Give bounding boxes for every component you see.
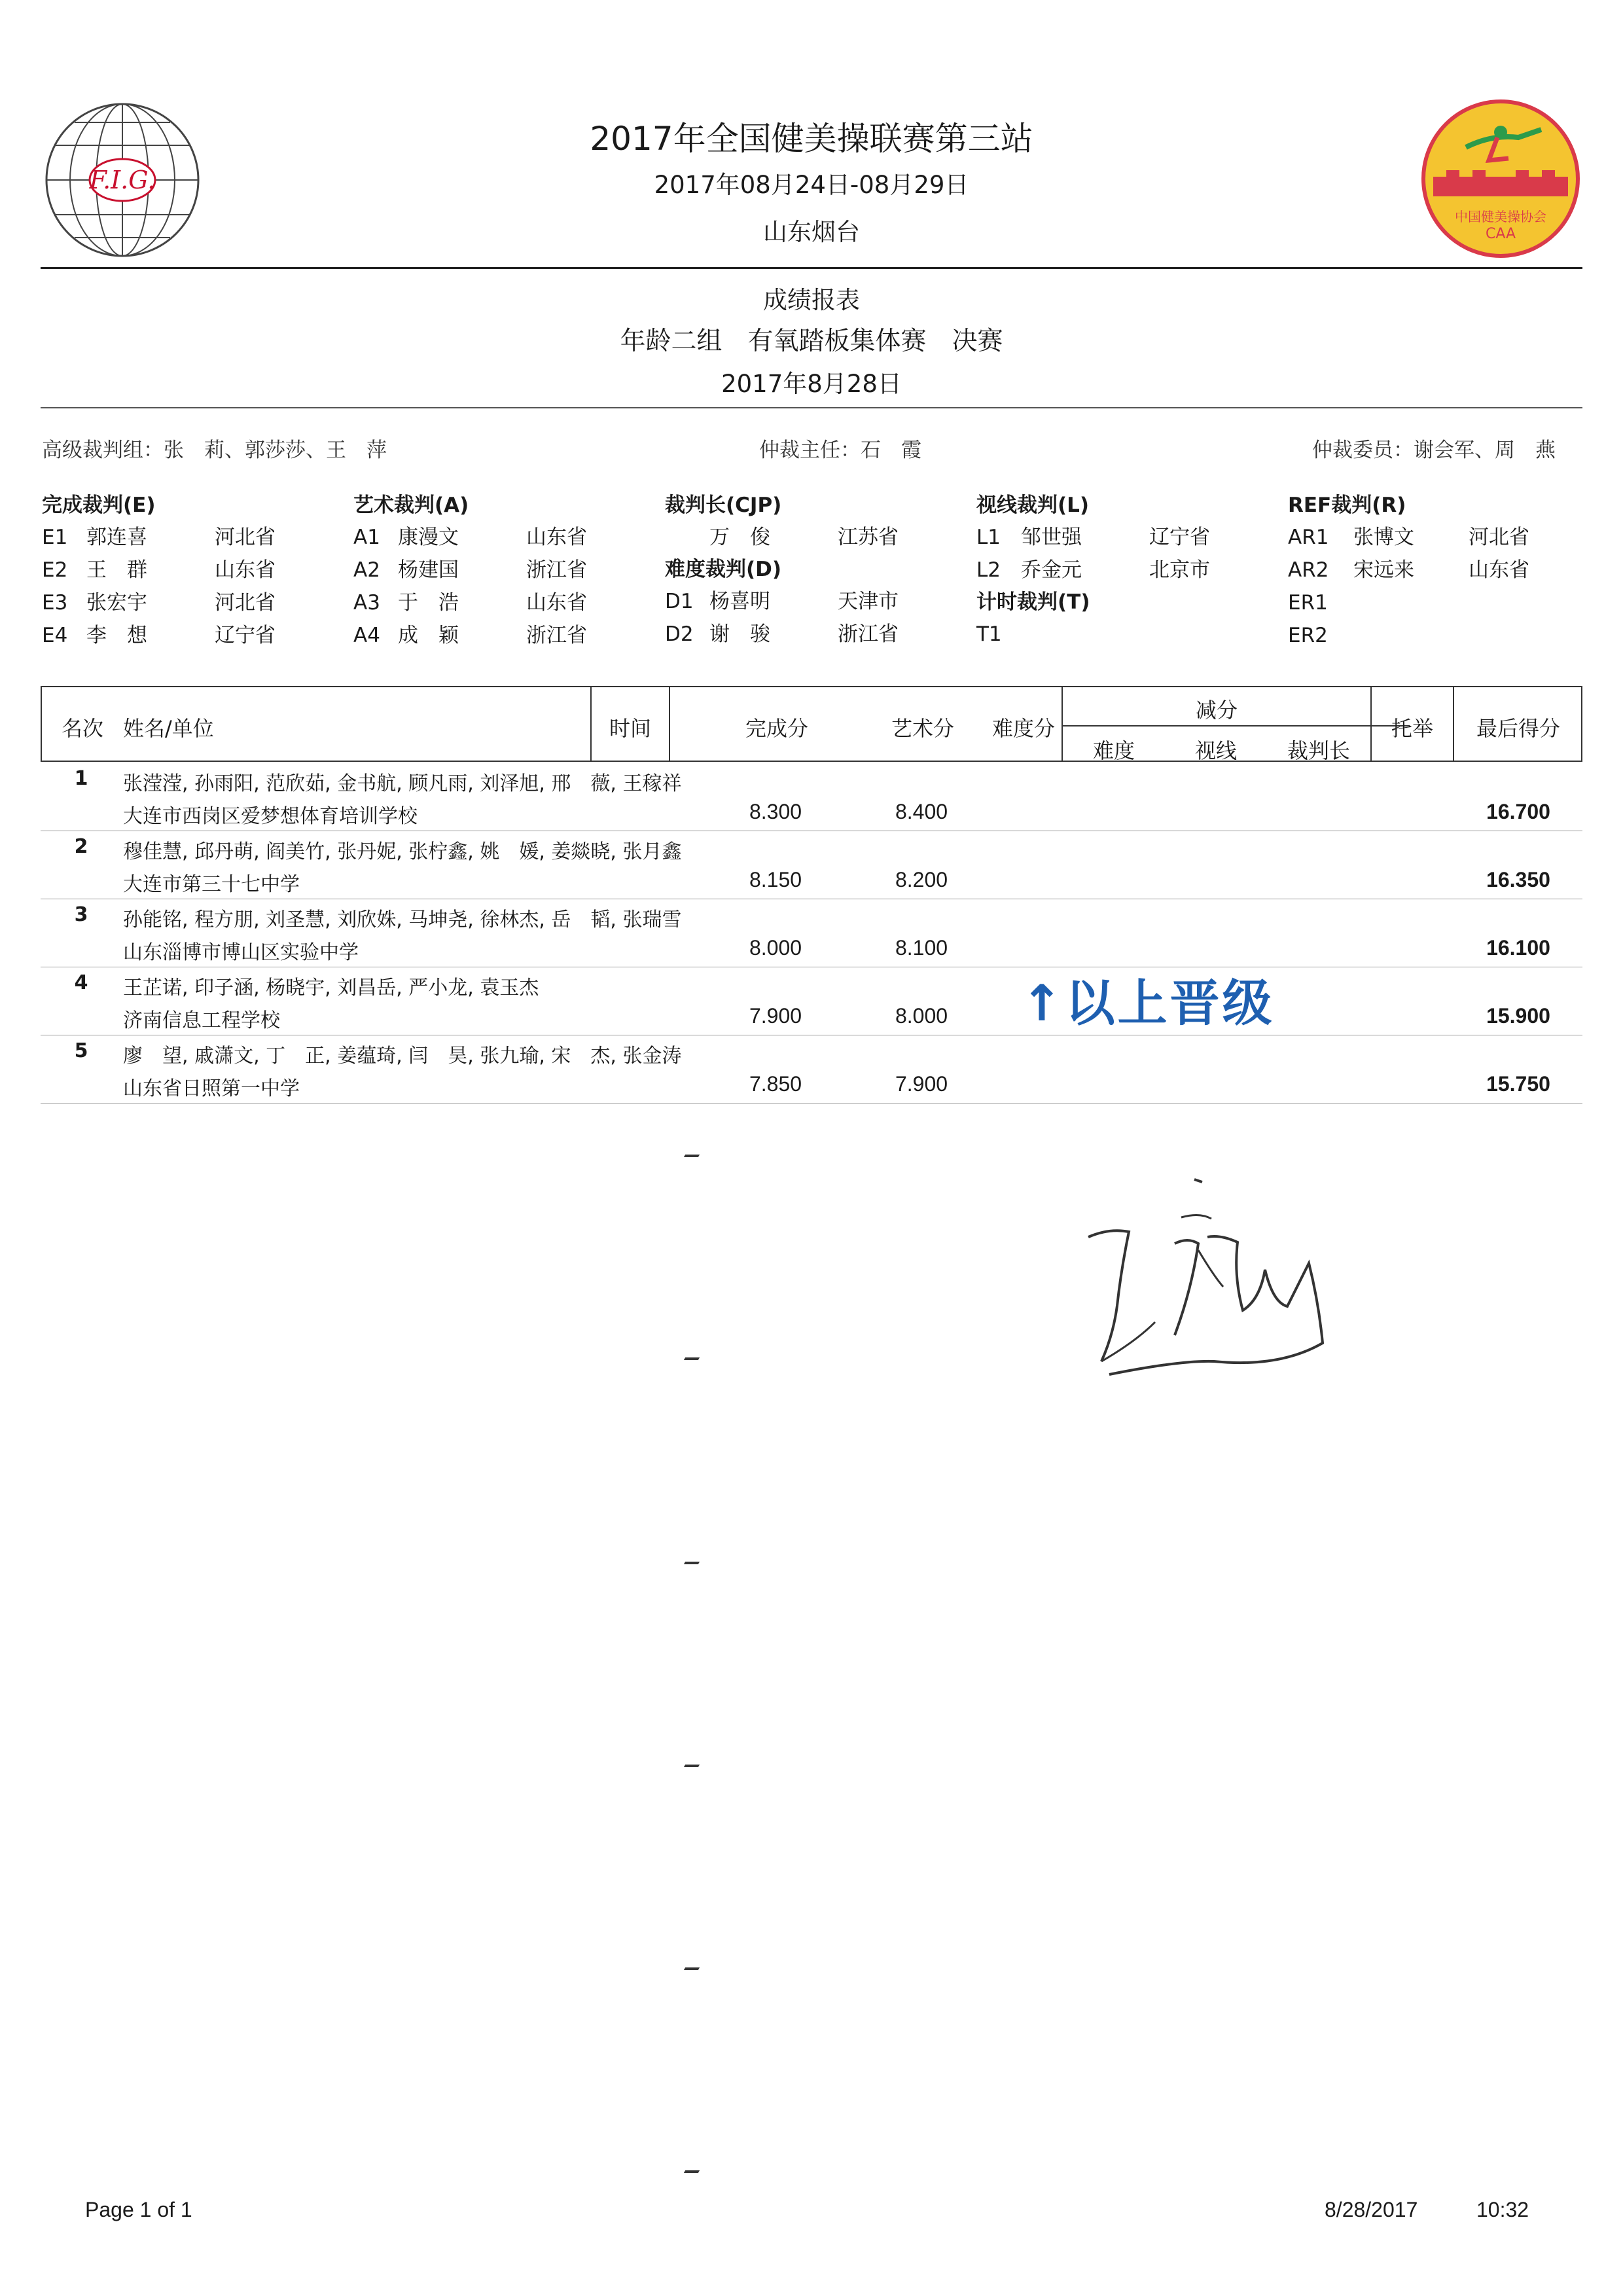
row-team-members: 穆佳慧, 邱丹萌, 阎美竹, 张丹妮, 张柠鑫, 姚 媛, 姜燚晓, 张月鑫 <box>123 840 682 863</box>
row-unit: 山东省日照第一中学 <box>123 1077 300 1100</box>
print-time: 10:32 <box>1476 2198 1529 2221</box>
scan-mark <box>684 1562 700 1564</box>
scan-mark <box>684 1155 700 1157</box>
row-team-members: 廖 望, 戚潇文, 丁 正, 姜蕴琦, 闫 昊, 张九瑜, 宋 杰, 张金涛 <box>123 1045 682 1067</box>
header-execution: 完成分 <box>745 716 808 741</box>
report-date: 2017年8月28日 <box>721 370 902 398</box>
row-rank: 2 <box>74 835 88 858</box>
row-final: 15.900 <box>1486 1004 1550 1028</box>
judge-row: E3 张宏宇 河北省 <box>42 591 276 615</box>
svg-text:中国健美操协会: 中国健美操协会 <box>1455 209 1546 224</box>
execution-judges <box>42 490 276 652</box>
judge-row: E4 李 想 辽宁省 <box>42 624 276 647</box>
qualification-annotation: ↑以上晋级 <box>1021 974 1275 1032</box>
judge-row: A3 于 浩 山东省 <box>353 591 587 615</box>
judge-row: AR2 宋远来 山东省 <box>1288 558 1529 582</box>
judge-row: E1 郭连喜 河北省 <box>42 526 276 549</box>
jury-members: 仲裁委员：谢会军、周 燕 <box>1312 439 1556 462</box>
judge-row: A4 成 颖 浙江省 <box>353 624 587 647</box>
header-ded-line: 视线 <box>1194 738 1237 763</box>
header-name-unit: 姓名/单位 <box>123 716 214 741</box>
line-time-judges <box>976 490 1210 651</box>
judge-row: ER2 <box>1288 624 1328 647</box>
judge-row: L2 乔金元 北京市 <box>976 558 1210 582</box>
print-date: 8/28/2017 <box>1325 2198 1418 2221</box>
report-title: 成绩报表 <box>763 286 860 314</box>
judge-row: D1 杨喜明 天津市 <box>665 590 899 613</box>
row-team-members: 孙能铭, 程方朋, 刘圣慧, 刘欣姝, 马坤尧, 徐林杰, 岳 韬, 张瑞雪 <box>123 908 682 931</box>
header-rank: 名次 <box>61 716 103 741</box>
judge-row: 万 俊 江苏省 <box>709 526 899 549</box>
row-rank: 5 <box>74 1039 88 1062</box>
row-execution: 8.000 <box>749 936 802 960</box>
handwritten-signature <box>1083 1172 1338 1388</box>
judge-row: D2 谢 骏 浙江省 <box>665 622 899 646</box>
artistic-judges <box>353 490 587 652</box>
judge-row: T1 <box>976 622 1002 646</box>
judge-row: L1 邹世强 辽宁省 <box>976 526 1210 549</box>
scan-mark <box>684 1765 700 1767</box>
table-row <box>41 763 1582 831</box>
time-judges-heading: 计时裁判(T) <box>976 590 1090 614</box>
row-unit: 大连市第三十七中学 <box>123 873 300 896</box>
header-ded-chair: 裁判长 <box>1287 738 1350 763</box>
ref-judges-heading: REF裁判(R) <box>1288 493 1406 517</box>
svg-text:F.I.G.: F.I.G. <box>89 166 156 194</box>
header-ded-difficulty: 难度 <box>1092 738 1135 763</box>
row-execution: 7.850 <box>749 1072 802 1096</box>
row-rank: 1 <box>74 767 88 790</box>
event-name: 年龄二组 有氧踏板集体赛 决赛 <box>620 327 1003 356</box>
ref-judges <box>1288 490 1529 652</box>
jury-president: 仲裁主任：石 霞 <box>759 439 921 462</box>
judge-row: A2 杨建国 浙江省 <box>353 558 587 582</box>
report-divider <box>41 407 1582 408</box>
header-divider <box>41 267 1582 269</box>
row-unit: 山东淄博市博山区实验中学 <box>123 941 359 964</box>
results-table-header <box>41 686 1582 762</box>
competition-dates: 2017年08月24日-08月29日 <box>654 171 969 199</box>
row-unit: 大连市西岗区爱梦想体育培训学校 <box>123 805 418 828</box>
judge-row: A1 康漫文 山东省 <box>353 526 587 549</box>
row-artistic: 8.000 <box>895 1004 948 1028</box>
judge-row: AR1 张博文 河北省 <box>1288 526 1529 549</box>
row-rank: 3 <box>74 903 88 926</box>
row-artistic: 8.400 <box>895 800 948 823</box>
judge-row: E2 王 群 山东省 <box>42 558 276 582</box>
table-row <box>41 831 1582 899</box>
competition-venue: 山东烟台 <box>763 218 860 246</box>
competition-title: 2017年全国健美操联赛第三站 <box>590 120 1033 158</box>
difficulty-judges-heading: 难度裁判(D) <box>665 558 782 581</box>
page-indicator: Page 1 of 1 <box>85 2198 192 2221</box>
header-lift: 托举 <box>1391 716 1433 741</box>
row-team-members: 张滢滢, 孙雨阳, 范欣茹, 金书航, 顾凡雨, 刘泽旭, 邢 薇, 王稼祥 <box>123 772 682 795</box>
header-difficulty: 难度分 <box>991 716 1055 741</box>
row-artistic: 8.200 <box>895 868 948 891</box>
scan-mark <box>684 2170 700 2173</box>
scan-mark <box>684 1967 700 1970</box>
execution-judges-heading: 完成裁判(E) <box>42 493 156 517</box>
scan-mark <box>684 1357 700 1360</box>
row-execution: 8.150 <box>749 868 802 891</box>
svg-text:CAA: CAA <box>1485 226 1516 242</box>
line-judges-heading: 视线裁判(L) <box>976 493 1090 517</box>
senior-judges: 高级裁判组：张 莉、郭莎莎、王 萍 <box>42 439 387 462</box>
chair-difficulty-judges <box>665 490 899 651</box>
row-unit: 济南信息工程学校 <box>123 1009 280 1032</box>
artistic-judges-heading: 艺术裁判(A) <box>353 493 469 517</box>
row-final: 15.750 <box>1486 1072 1550 1096</box>
chair-judge-heading: 裁判长(CJP) <box>665 493 782 517</box>
judge-row: ER1 <box>1288 591 1328 615</box>
row-final: 16.700 <box>1486 800 1550 823</box>
row-execution: 8.300 <box>749 800 802 823</box>
header-time: 时间 <box>609 716 651 741</box>
row-final: 16.350 <box>1486 868 1550 891</box>
header-deductions: 减分 <box>1195 698 1238 723</box>
row-final: 16.100 <box>1486 936 1550 960</box>
table-row <box>41 967 1582 1035</box>
row-team-members: 王芷诺, 印子涵, 杨晓宇, 刘昌岳, 严小龙, 袁玉杰 <box>123 977 539 999</box>
row-rank: 4 <box>74 971 88 994</box>
header-artistic: 艺术分 <box>891 716 954 741</box>
row-execution: 7.900 <box>749 1004 802 1028</box>
header-final: 最后得分 <box>1476 716 1560 741</box>
table-row <box>41 899 1582 967</box>
table-row <box>41 1035 1582 1103</box>
row-artistic: 7.900 <box>895 1072 948 1096</box>
row-artistic: 8.100 <box>895 936 948 960</box>
